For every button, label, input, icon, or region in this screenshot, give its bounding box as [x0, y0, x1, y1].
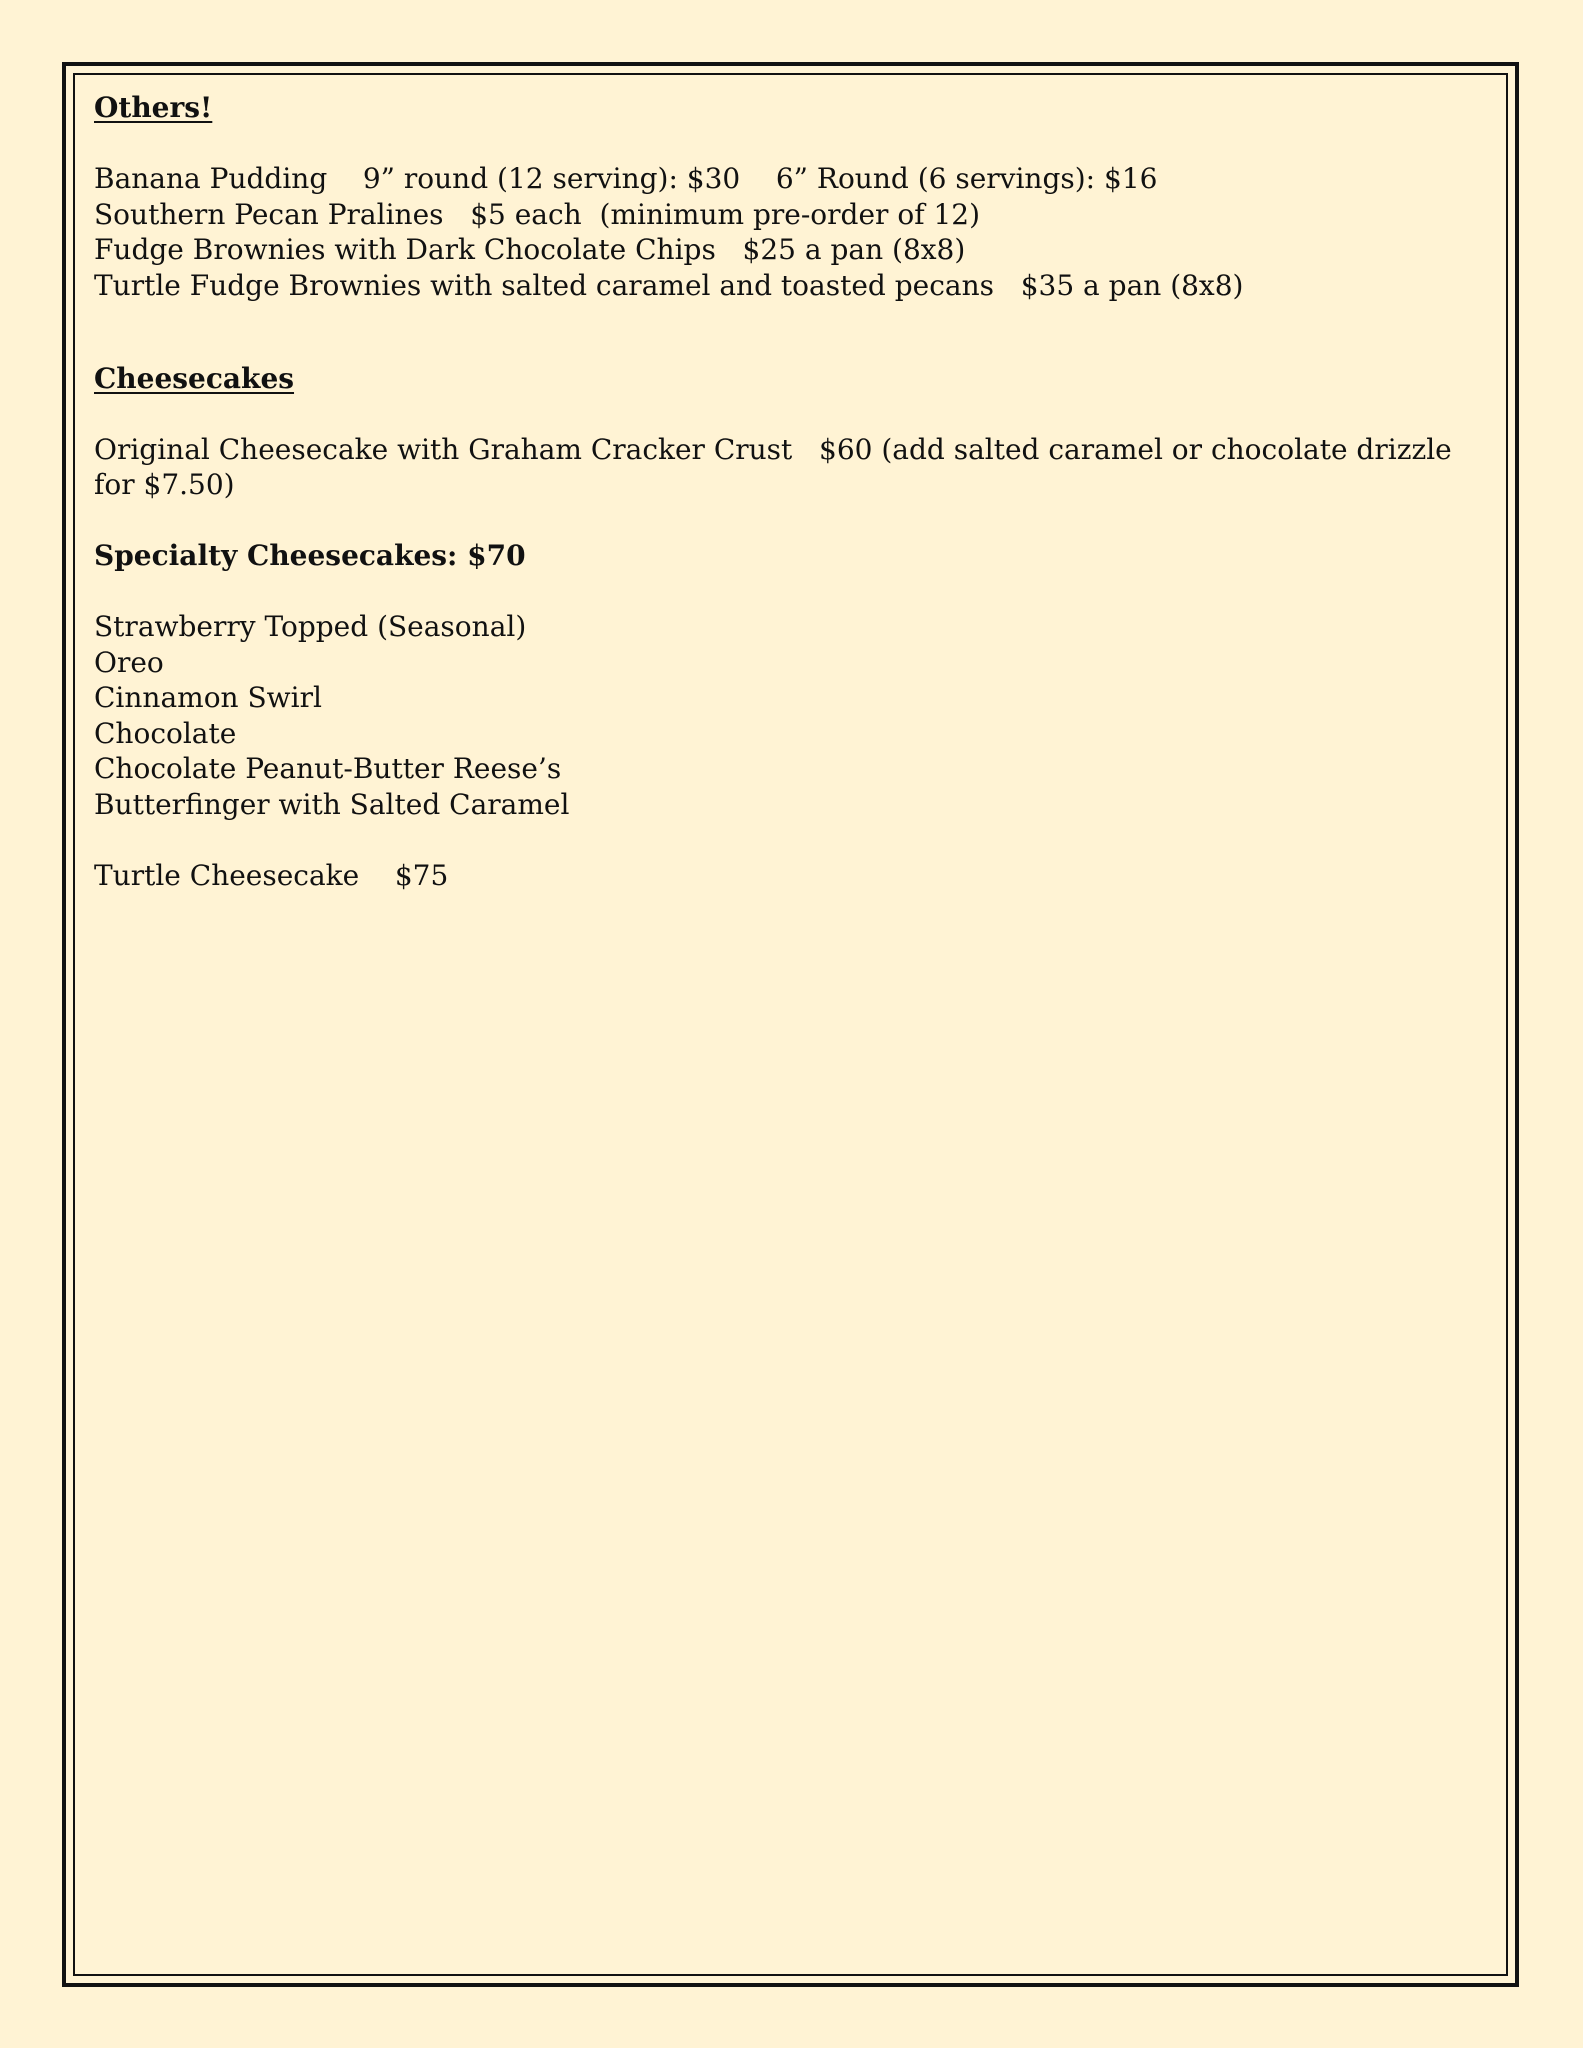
spacer — [94, 396, 1484, 432]
specialty-item-butterfinger: Butterfinger with Salted Caramel — [94, 787, 570, 821]
menu-item-banana-pudding: Banana Pudding 9” round (12 serving): $30 6” Round (6 servings): $16 — [94, 162, 1158, 195]
menu-item-turtle-brownies: Turtle Fudge Brownies with salted caramel and toasted pecans $35 a pan (8x8) — [94, 268, 1244, 302]
specialty-item-chocolate: Chocolate — [94, 716, 237, 750]
spacer — [94, 822, 1484, 858]
spacer — [94, 126, 1484, 162]
specialty-item-oreo: Oreo — [94, 645, 164, 679]
others-heading: Others! — [94, 91, 213, 124]
menu-item-fudge-brownies: Fudge Brownies with Dark Chocolate Chips $25 a pan (8x8) — [94, 233, 966, 266]
menu-item-turtle-cheesecake: Turtle Cheesecake $75 — [94, 858, 449, 892]
spacer — [94, 339, 1484, 361]
spacer — [94, 303, 1484, 339]
menu-item-pecan-pralines: Southern Pecan Pralines $5 each (minimum pre-order of 12) — [94, 197, 981, 231]
spacer — [94, 574, 1484, 610]
specialty-item-cinnamon-swirl: Cinnamon Swirl — [94, 681, 322, 714]
specialty-item-reeses: Chocolate Peanut-Butter Reese’s — [94, 752, 562, 785]
spacer — [94, 503, 1484, 539]
menu-content — [94, 90, 1484, 893]
menu-item-original-cheesecake: Original Cheesecake with Graham Cracker Crust $60 (add salted caramel or chocolate drizzle for $7.50) — [94, 432, 1461, 501]
specialty-cheesecakes-heading: Specialty Cheesecakes: $70 — [94, 539, 526, 572]
specialty-item-strawberry: Strawberry Topped (Seasonal) — [94, 610, 527, 643]
cheesecakes-heading: Cheesecakes — [94, 361, 295, 395]
